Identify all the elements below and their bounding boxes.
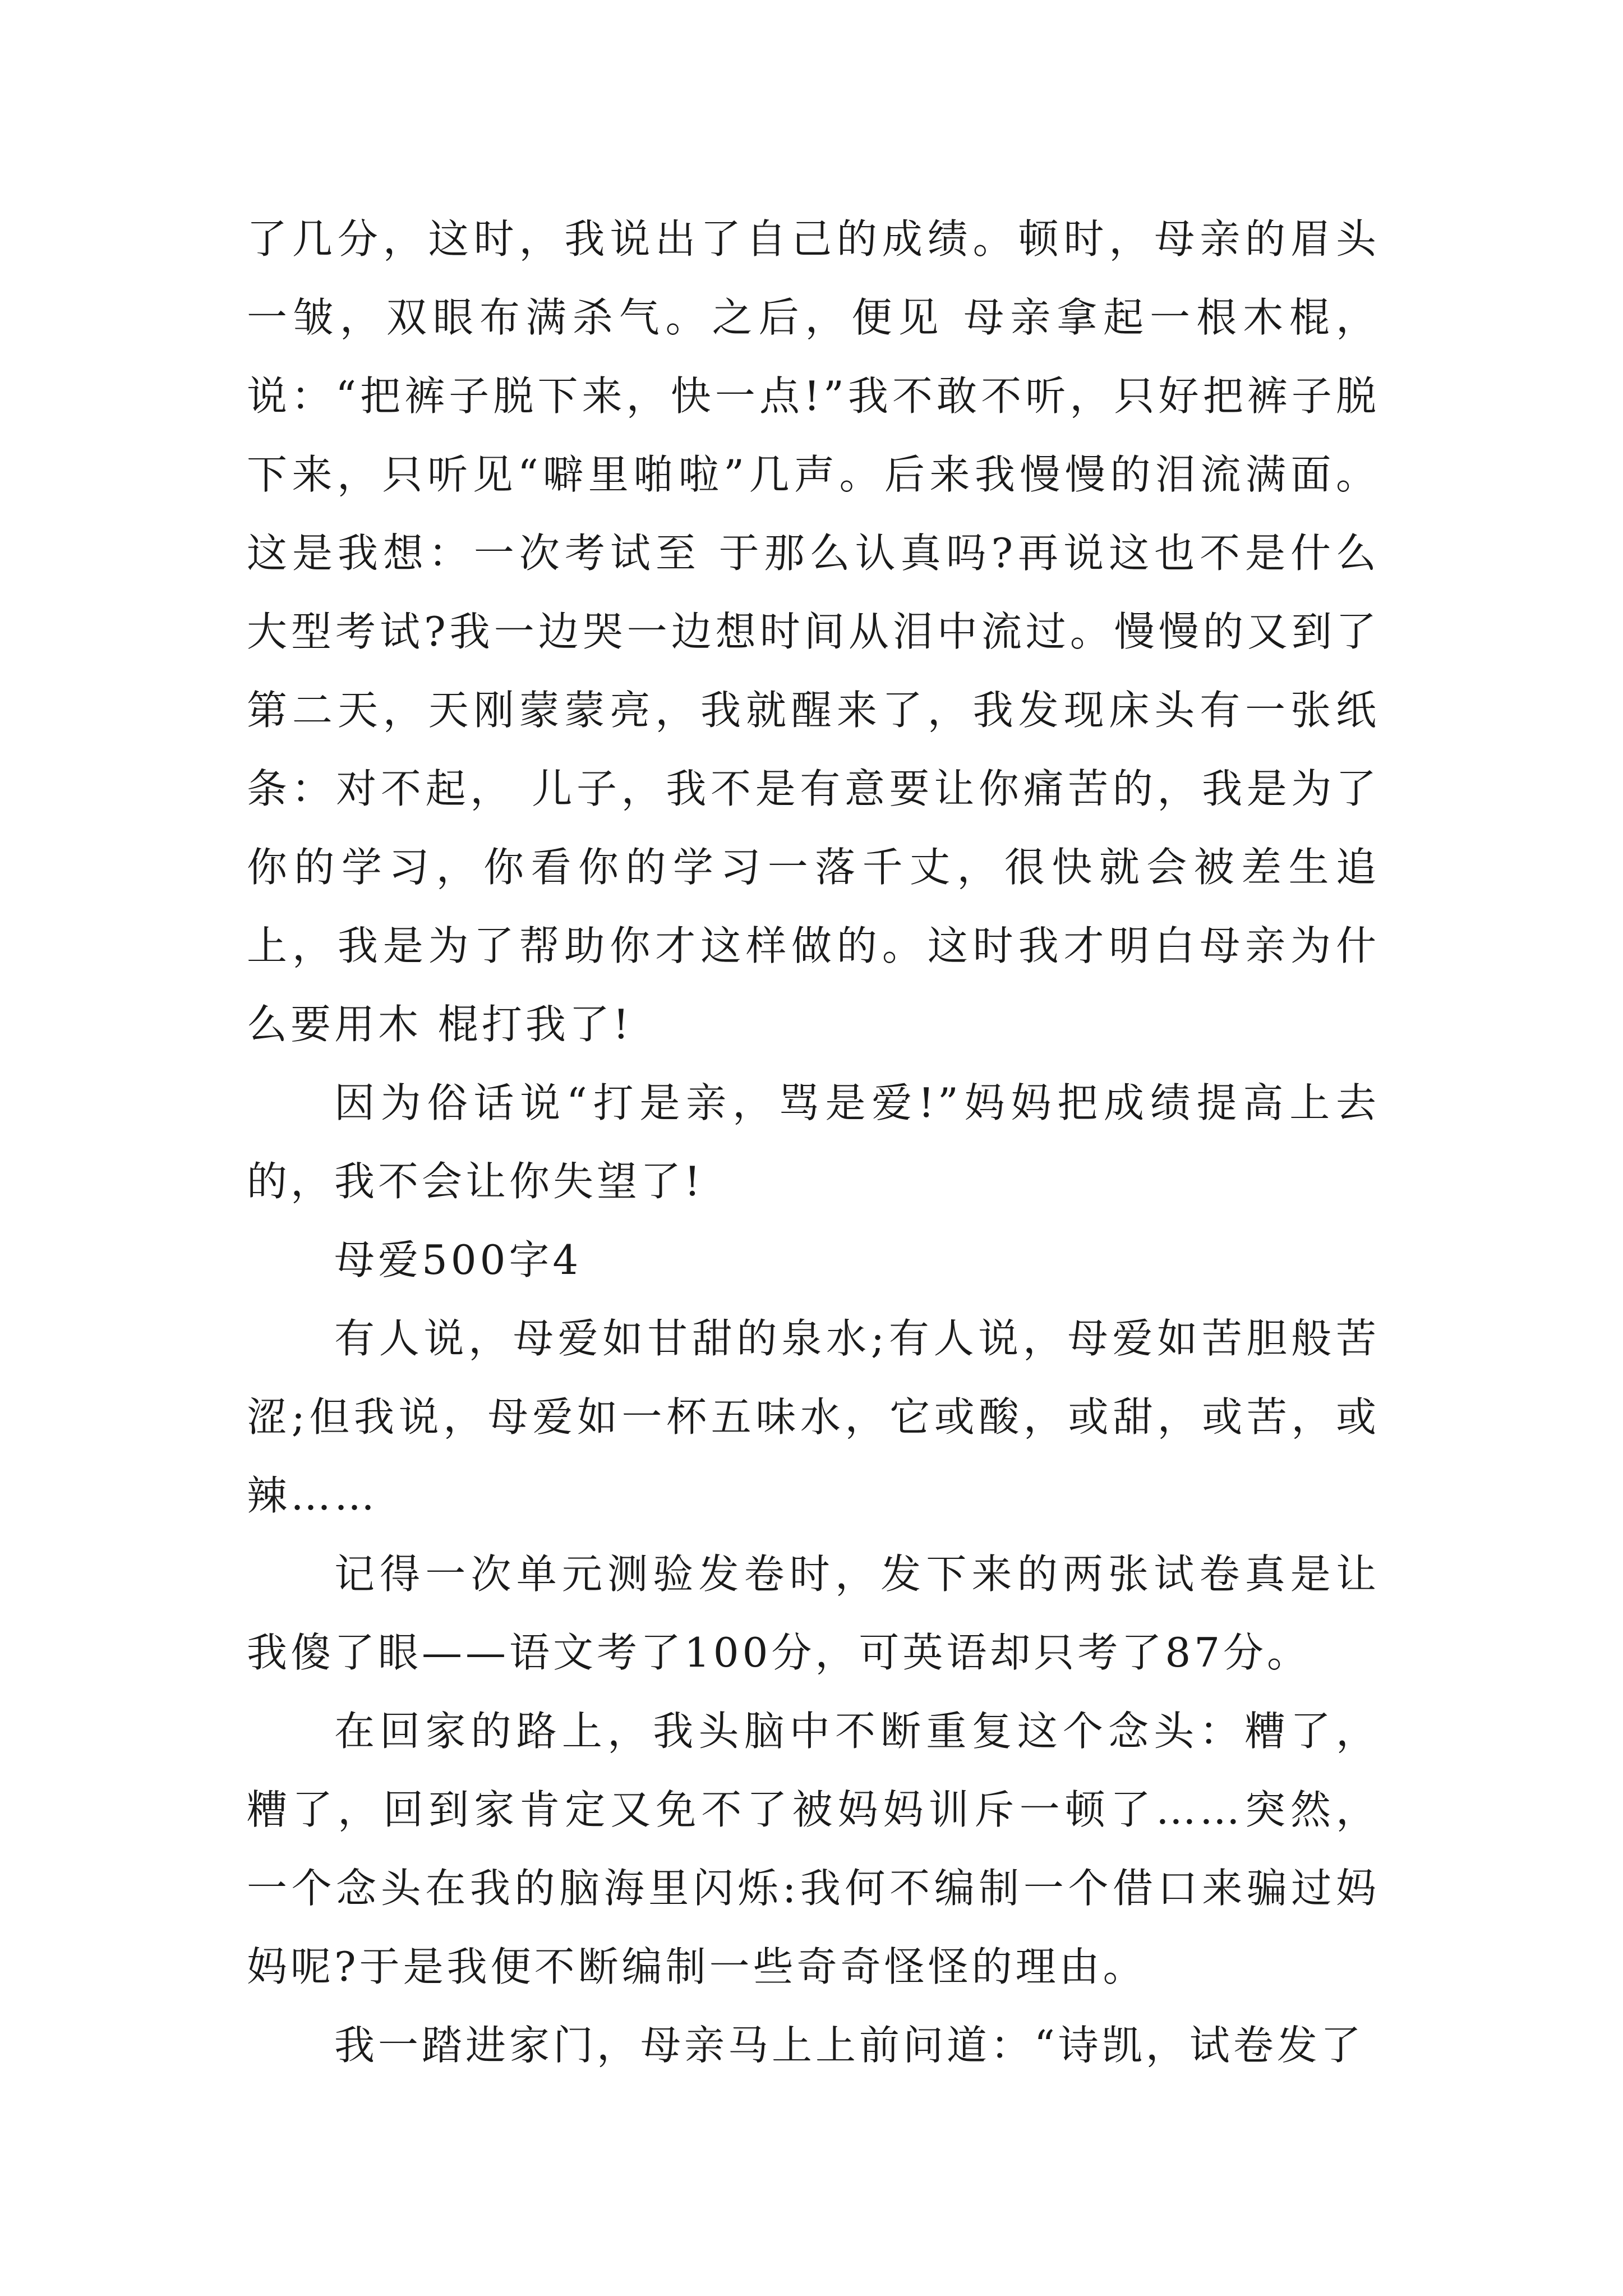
paragraph-way-home: 在回家的路上，我头脑中不断重复这个念头：糟了，糟了，回到家肯定又免不了被妈妈训斥一顿了……突然，一个念头在我的脑海里闪烁:我何不编制一个借口来骗过妈妈呢?于是我便不断编制一些奇奇怪怪的理由。 bbox=[247, 1708, 1380, 1990]
paragraph-entering-home: 我一踏进家门，母亲马上上前问道：“诗凯，试卷发了 bbox=[334, 2022, 1364, 2069]
paragraph-proverb: 因为俗话说“打是亲，骂是爱!”妈妈把成绩提高上去的，我不会让你失望了! bbox=[247, 1079, 1380, 1205]
section-heading: 母爱500字4 bbox=[334, 1236, 582, 1283]
paragraph-continued: 了几分，这时，我说出了自己的成绩。顿时，母亲的眉头一皱，双眼布满杀气。之后，便见 母亲拿起一根木棍，说：“把裤子脱下来，快一点!”我不敢不听，只好把裤子脱下来，只听见“噼里啪啦”几声。后来我慢慢的泪流满面。这是我想：一次考试至 于那么认真吗?再说这也不是什么大型考试?我一边哭一边想时间从泪中流过。慢慢的又到了第二天，天刚蒙蒙亮，我就醒来了，我发现床头有一张纸条：对不起， 儿子，我不是有意要让你痛苦的，我是为了你的学习，你看你的学习一落千丈，很快就会被差生追上，我是为了帮助你才这样做的。这时我才明白母亲为什么要用木 棍打我了! bbox=[247, 215, 1380, 1048]
document-body bbox=[247, 200, 1380, 2085]
paragraph-test-result: 记得一次单元测验发卷时，发下来的两张试卷真是让我傻了眼——语文考了100分，可英语却只考了87分。 bbox=[247, 1550, 1380, 1676]
paragraph-intro: 有人说，母爱如甘甜的泉水;有人说，母爱如苦胆般苦涩;但我说，母爱如一杯五味水，它或酸，或甜，或苦，或辣…… bbox=[247, 1315, 1380, 1519]
